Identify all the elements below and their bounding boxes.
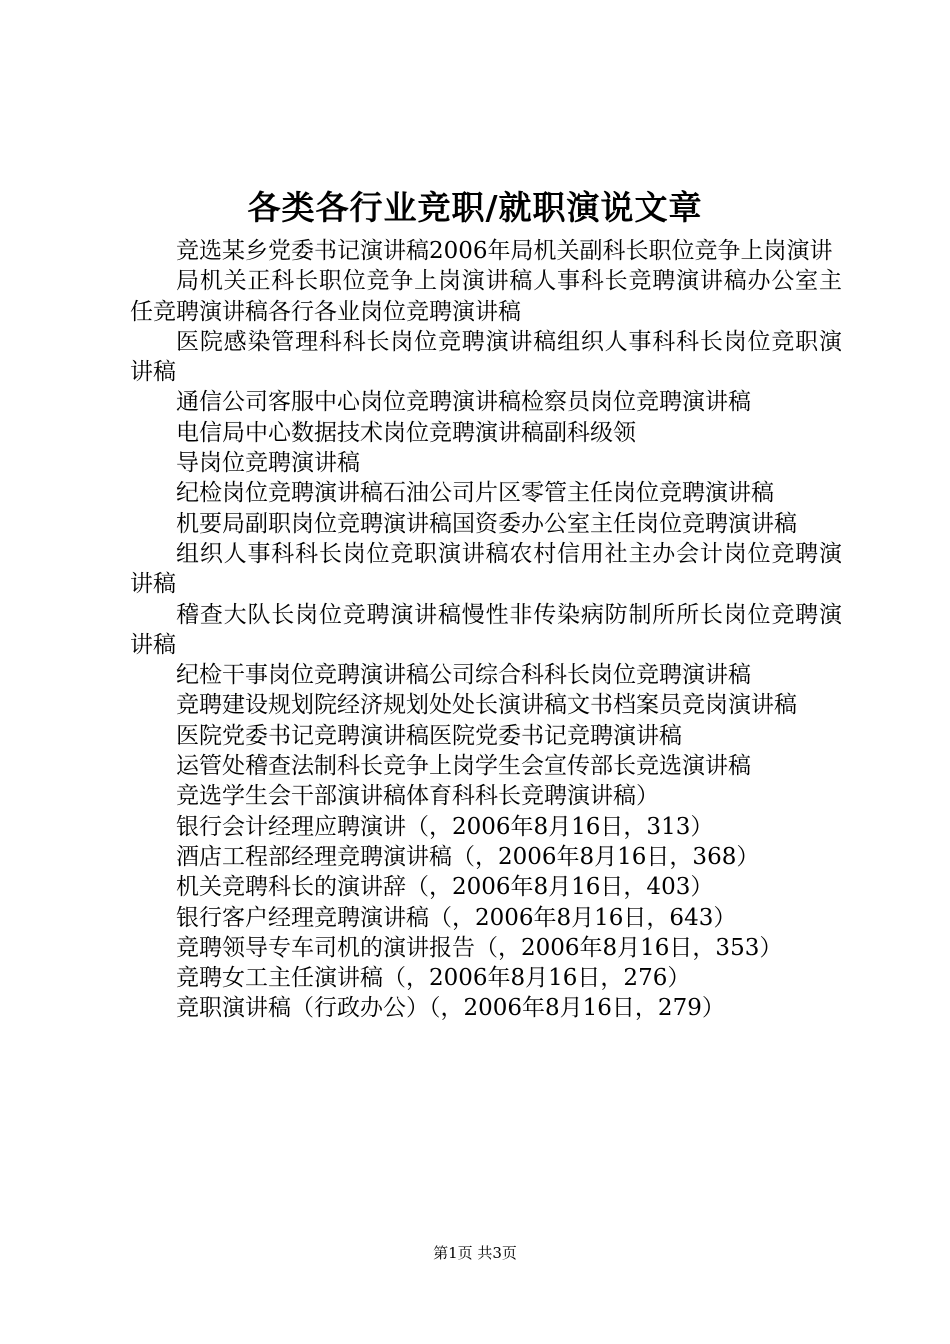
paragraph: 竞聘建设规划院经济规划处处长演讲稿文书档案员竞岗演讲稿 (176, 692, 797, 719)
paragraph: 机要局副职岗位竞聘演讲稿国资委办公室主任岗位竞聘演讲稿 (176, 510, 797, 537)
paragraph: 竞选某乡党委书记演讲稿2006年局机关副科长职位竞争上岗演讲 (176, 238, 833, 264)
paragraph: 竞选学生会干部演讲稿体育科科长竞聘演讲稿） (176, 783, 659, 810)
document-title: 各类各行业竞职/就职演说文章 (247, 188, 703, 227)
paragraph: 机关竞聘科长的演讲辞（，2006年8月16日，403） (176, 874, 714, 901)
paragraph: 局机关正科长职位竞争上岗演讲稿人事科长竞聘演讲稿办公室主任竞聘演讲稿各行各业岗位竞聘演讲稿 (130, 268, 842, 325)
paragraph: 医院党委书记竞聘演讲稿医院党委书记竞聘演讲稿 (176, 722, 682, 749)
paragraph: 竞聘女工主任演讲稿（，2006年8月16日，276） (176, 965, 691, 992)
paragraph: 竞聘领导专车司机的演讲报告（，2006年8月16日，353） (176, 934, 783, 961)
paragraph: 银行客户经理竞聘演讲稿（，2006年8月16日，643） (176, 904, 737, 931)
paragraph: 竞职演讲稿（行政办公）（，2006年8月16日，279） (176, 995, 725, 1022)
paragraph: 纪检岗位竞聘演讲稿石油公司片区零管主任岗位竞聘演讲稿 (176, 480, 774, 507)
paragraph: 电信局中心数据技术岗位竞聘演讲稿副科级领 (176, 419, 636, 446)
page-footer: 第1页 共3页 (433, 1244, 517, 1262)
paragraph: 医院感染管理科科长岗位竞聘演讲稿组织人事科科长岗位竞职演讲稿 (130, 328, 842, 386)
paragraph: 组织人事科科长岗位竞职演讲稿农村信用社主办会计岗位竞聘演讲稿 (130, 540, 842, 598)
paragraph: 导岗位竞聘演讲稿 (176, 450, 360, 477)
paragraph: 稽查大队长岗位竞聘演讲稿慢性非传染病防制所所长岗位竞聘演讲稿 (130, 601, 842, 658)
document-body (130, 236, 842, 1024)
paragraph: 酒店工程部经理竞聘演讲稿（，2006年8月16日，368） (176, 843, 760, 870)
paragraph: 运管处稽查法制科长竞争上岗学生会宣传部长竞选演讲稿 (176, 753, 751, 780)
paragraph: 通信公司客服中心岗位竞聘演讲稿检察员岗位竞聘演讲稿 (176, 389, 751, 416)
paragraph: 纪检干事岗位竞聘演讲稿公司综合科科长岗位竞聘演讲稿 (176, 662, 751, 689)
paragraph: 银行会计经理应聘演讲（，2006年8月16日，313） (176, 813, 714, 840)
